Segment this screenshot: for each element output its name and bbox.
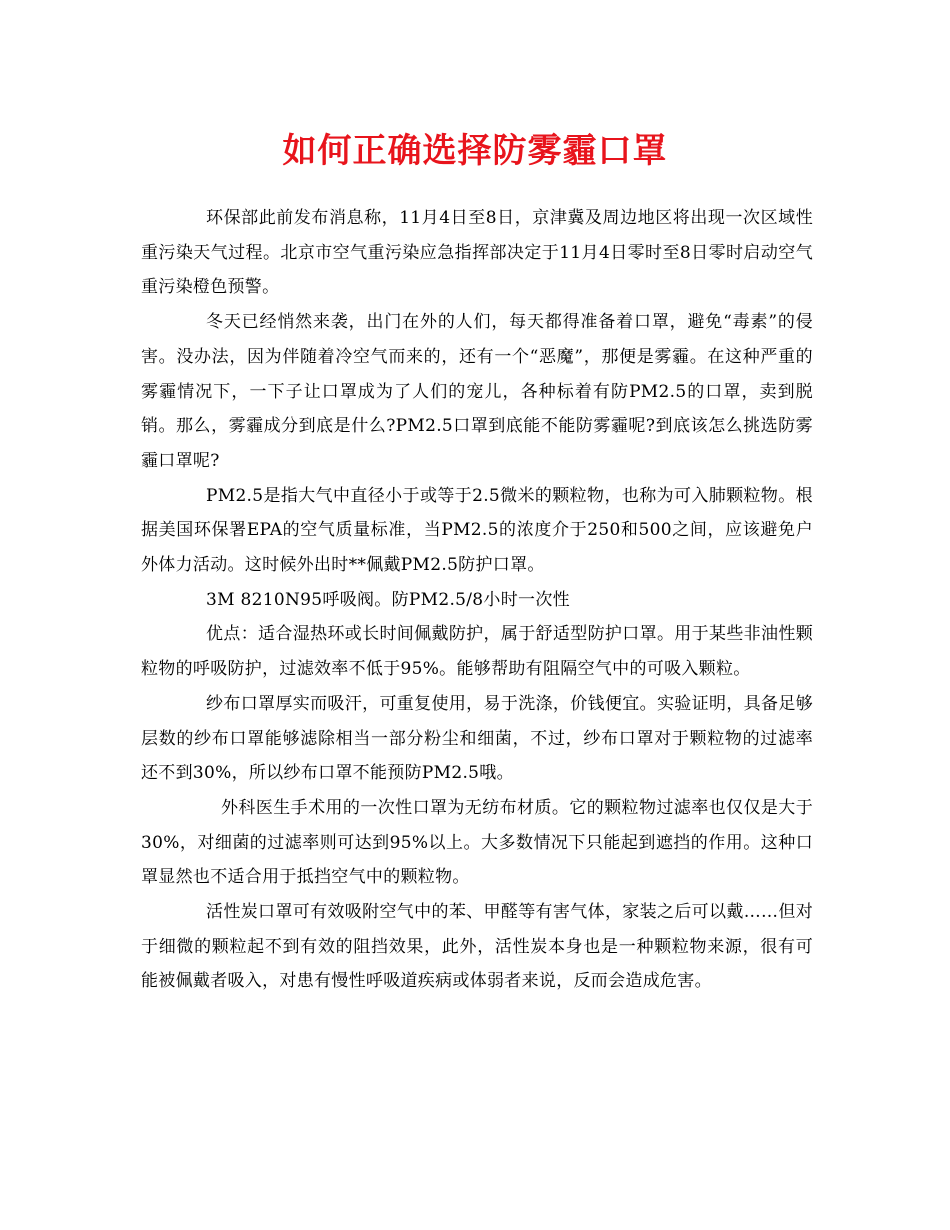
paragraph-3m-mask: 3M 8210N95呼吸阀。防PM2.5/8小时一次性 [206,589,570,610]
document-body [141,201,813,999]
paragraph-advantages: 优点：适合湿热环或长时间佩戴防护，属于舒适型防护口罩。用于某些非油性颗粒物的呼吸防护，过滤效率不低于95%。能够帮助有阻隔空气中的可吸入颗粒。 [141,624,813,680]
paragraph-winter-smog: 冬天已经悄然来袭，出门在外的人们，每天都得准备着口罩，避免“毒素”的侵害。没办法，因为伴随着冷空气而来的，还有一个“恶魔”，那便是雾霾。在这种严重的雾霾情况下，一下子让口罩成为了人们的宠儿，各种标着有防PM2.5的口罩，卖到脱销。那么，雾霾成分到底是什么?PM2.5口罩到底能不能防雾霾呢?到底该怎么挑选防雾霾口罩呢? [141,312,813,471]
paragraph-gauze-mask: 纱布口罩厚实而吸汗，可重复使用，易于洗涤，价钱便宜。实验证明，具备足够层数的纱布口罩能够滤除相当一部分粉尘和细菌，不过，纱布口罩对于颗粒物的过滤率还不到30%，所以纱布口罩不能预防PM2.5哦。 [141,693,813,784]
paragraph-warning: 环保部此前发布消息称，11月4日至8日，京津冀及周边地区将出现一次区域性重污染天气过程。北京市空气重污染应急指挥部决定于11月4日零时至8日零时启动空气重污染橙色预警。 [141,208,813,298]
document-title: 如何正确选择防雾霾口罩 [282,131,668,171]
paragraph-surgical-mask: 外科医生手术用的一次性口罩为无纺布材质。它的颗粒物过滤率也仅仅是大于30%，对细菌的过滤率则可达到95%以上。大多数情况下只能起到遮挡的作用。这种口罩显然也不适合用于抵挡空气中的颗粒物。 [141,797,813,888]
paragraph-pm25-definition: PM2.5是指大气中直径小于或等于2.5微米的颗粒物，也称为可入肺颗粒物。根据美国环保署EPA的空气质量标准，当PM2.5的浓度介于250和500之间，应该避免户外体力活动。这时候外出时**佩戴PM2.5防护口罩。 [141,485,813,576]
paragraph-carbon-mask: 活性炭口罩可有效吸附空气中的苯、甲醛等有害气体，家装之后可以戴……但对于细微的颗粒起不到有效的阻挡效果，此外，活性炭本身也是一种颗粒物来源，很有可能被佩戴者吸入，对患有慢性呼吸道疾病或体弱者来说，反而会造成危害。 [141,902,813,992]
